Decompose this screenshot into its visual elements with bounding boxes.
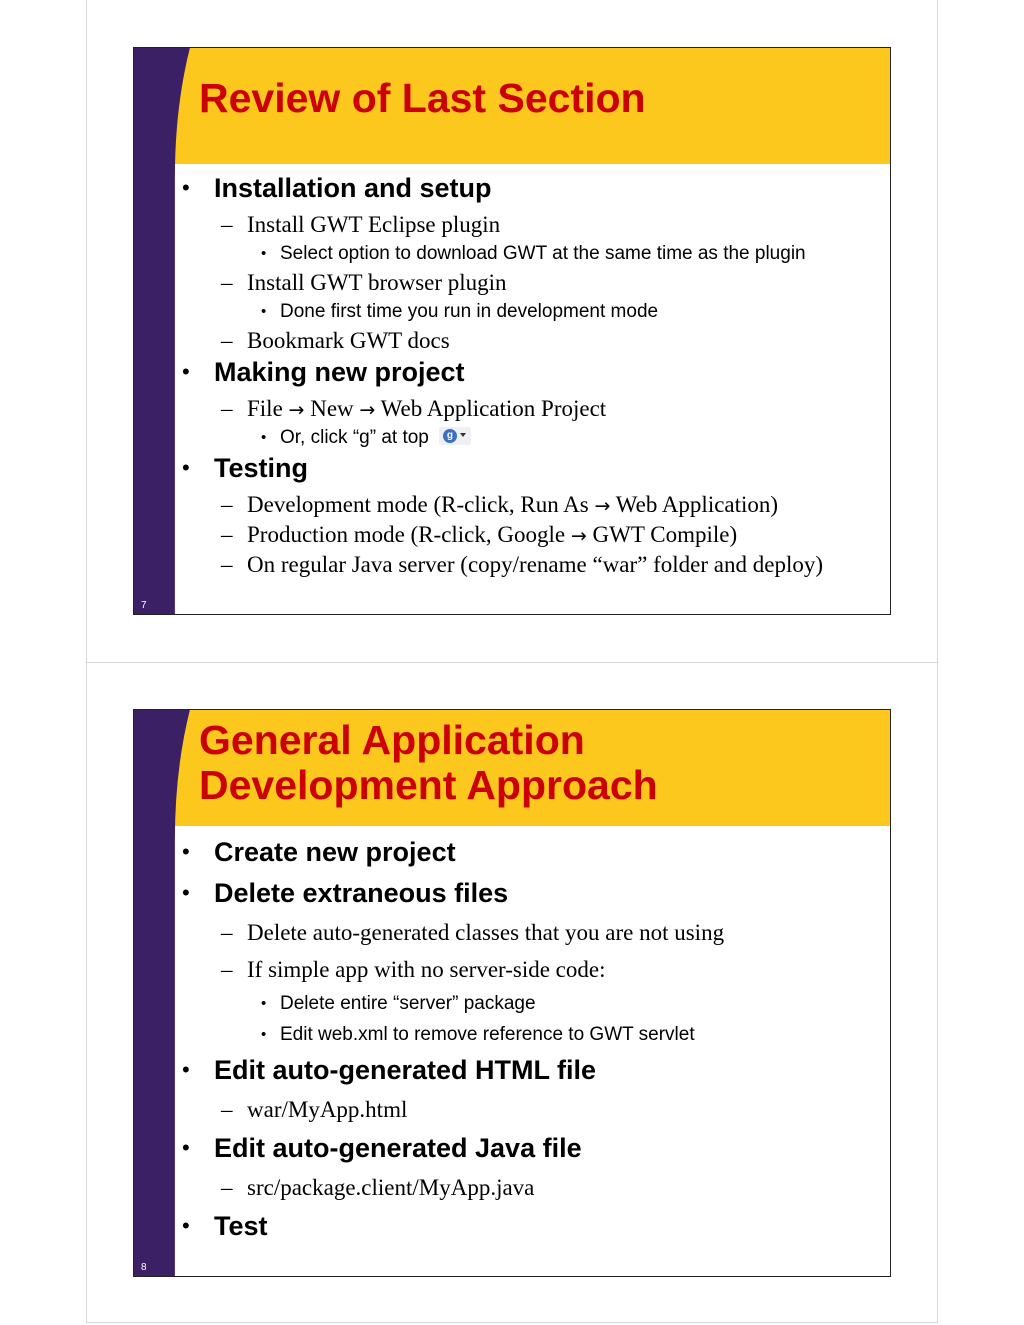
title-line-2: Development Approach [199,762,658,808]
sub-bullet: – Install GWT browser plugin [182,268,886,298]
bullet-making-new-project: • Making new project [182,356,886,394]
bullet: • Delete extraneous files [182,873,886,914]
detail-bullet-click-g [182,424,886,452]
bullet-installation: • Installation and setup [182,172,886,210]
slide-title [199,718,658,808]
text-production-mode: Production mode (R-click, Google [247,522,566,547]
arrow-icon: → [288,399,305,421]
sub-bullet: – Bookmark GWT docs [182,326,886,356]
bullet: • Test [182,1206,886,1247]
g-icon: g [443,429,457,443]
slide-content [182,172,886,580]
gwt-toolbar-button-icon [439,427,471,445]
sub-bullet-file-new [182,394,886,424]
bullet: • Edit auto-generated HTML file [182,1050,886,1091]
bullet: • Edit auto-generated Java file [182,1128,886,1169]
slide-title: Review of Last Section [199,75,646,121]
sub-bullet: – src/package.client/MyApp.java [182,1169,886,1206]
detail-bullet: • Select option to download GWT at the same time as the plugin [182,240,886,268]
title-line-1: General Application [199,717,585,763]
page-divider [86,662,938,663]
arrow-icon: → [359,399,376,421]
text-gwt-compile: GWT Compile) [592,522,738,547]
text-web-application: Web Application) [615,492,779,517]
slide-number: 7 [141,600,147,611]
text-web-app-project: Web Application Project [380,396,607,421]
arrow-icon: → [570,525,587,547]
sub-bullet: – Install GWT Eclipse plugin [182,210,886,240]
sub-bullet: – Delete auto-generated classes that you are not using [182,914,886,951]
text-click-g: Or, click “g” at top [280,427,429,448]
bullet-testing: • Testing [182,452,886,490]
slide-general-approach [133,709,891,1277]
slide-review-of-last-section [133,47,891,615]
bullet: • Create new project [182,832,886,873]
text-dev-mode: Development mode (R-click, Run As [247,492,589,517]
sub-bullet: – war/MyApp.html [182,1091,886,1128]
sub-bullet: – On regular Java server (copy/rename “war” folder and deploy) [182,550,886,580]
detail-bullet: • Delete entire “server” package [182,988,886,1019]
detail-bullet: • Edit web.xml to remove reference to GWT servlet [182,1019,886,1050]
slide-content [182,832,886,1247]
text-new: New [310,396,354,421]
text-file: File [247,396,283,421]
dropdown-caret-icon [460,433,466,437]
arrow-icon: → [594,495,611,517]
detail-bullet: • Done first time you run in development mode [182,298,886,326]
slide-number: 8 [141,1262,147,1273]
sub-bullet-production-mode [182,520,886,550]
sub-bullet-dev-mode [182,490,886,520]
sub-bullet: – If simple app with no server-side code: [182,951,886,988]
